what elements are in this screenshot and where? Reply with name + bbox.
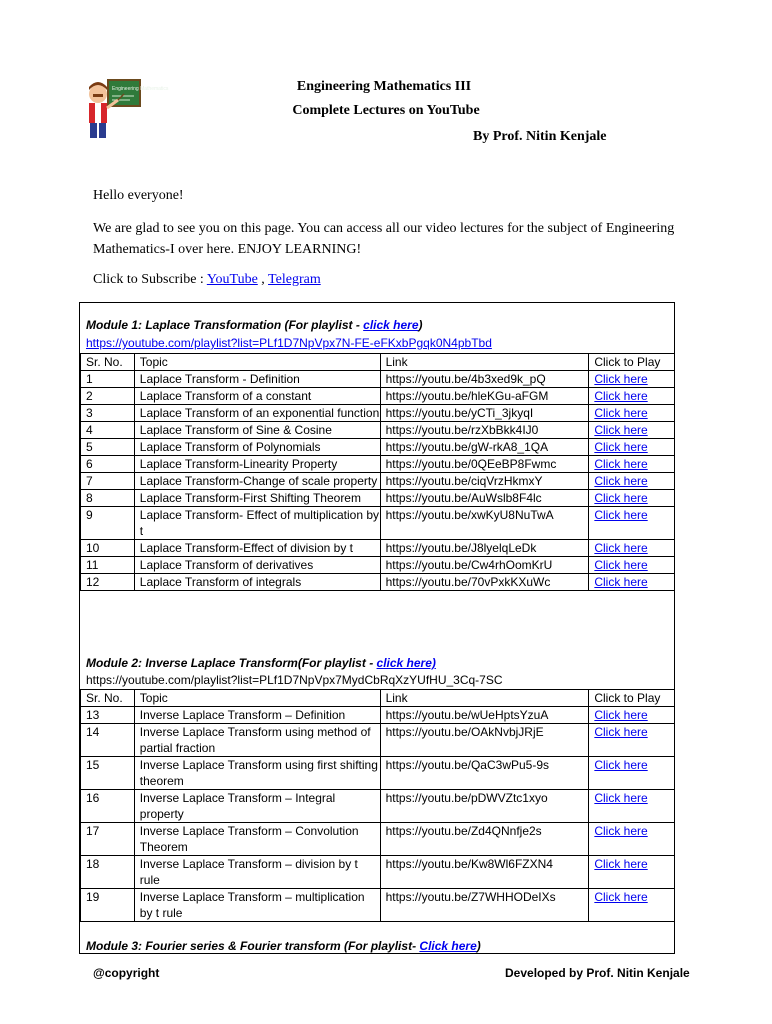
link-cell: https://youtu.be/Cw4rhOomKrU bbox=[380, 557, 589, 574]
sr-no-cell: 5 bbox=[81, 439, 135, 456]
table-row bbox=[81, 757, 675, 790]
topic-cell: Laplace Transform of an exponential function bbox=[134, 405, 380, 422]
play-link[interactable]: Click here bbox=[589, 456, 675, 473]
table-row bbox=[81, 405, 675, 422]
header-click-to-play: Click to Play bbox=[589, 354, 675, 371]
table-row bbox=[81, 856, 675, 889]
play-link[interactable]: Click here bbox=[589, 490, 675, 507]
table-row bbox=[81, 540, 675, 557]
topic-cell: Laplace Transform of a constant bbox=[134, 388, 380, 405]
link-separator: , bbox=[257, 272, 269, 287]
topic-cell: Laplace Transform-First Shifting Theorem bbox=[134, 490, 380, 507]
header-topic: Topic bbox=[134, 354, 380, 371]
module-2-title-text: Module 2: Inverse Laplace Transform(For playlist - bbox=[86, 656, 377, 670]
play-link[interactable]: Click here bbox=[589, 371, 675, 388]
module-1-table bbox=[80, 353, 675, 591]
link-cell: https://youtu.be/0QEeBP8Fwmc bbox=[380, 456, 589, 473]
link-cell: https://youtu.be/rzXbBkk4IJ0 bbox=[380, 422, 589, 439]
link-cell: https://youtu.be/Z7WHHODeIXs bbox=[380, 889, 589, 922]
link-cell: https://youtu.be/ciqVrzHkmxY bbox=[380, 473, 589, 490]
topic-cell: Inverse Laplace Transform – Definition bbox=[134, 707, 380, 724]
table-header-row bbox=[81, 354, 675, 371]
link-cell: https://youtu.be/J8lyelqLeDk bbox=[380, 540, 589, 557]
topic-cell: Laplace Transform-Effect of division by t bbox=[134, 540, 380, 557]
topic-cell: Laplace Transform of integrals bbox=[134, 574, 380, 591]
topic-cell: Laplace Transform of derivatives bbox=[134, 557, 380, 574]
sr-no-cell: 8 bbox=[81, 490, 135, 507]
play-link[interactable]: Click here bbox=[589, 724, 675, 757]
topic-cell: Laplace Transform of Sine & Cosine bbox=[134, 422, 380, 439]
play-link[interactable]: Click here bbox=[589, 540, 675, 557]
table-row bbox=[81, 790, 675, 823]
link-cell: https://youtu.be/xwKyU8NuTwA bbox=[380, 507, 589, 540]
sr-no-cell: 16 bbox=[81, 790, 135, 823]
topic-cell: Laplace Transform- Effect of multiplication by t bbox=[134, 507, 380, 540]
sr-no-cell: 10 bbox=[81, 540, 135, 557]
sr-no-cell: 6 bbox=[81, 456, 135, 473]
header-link: Link bbox=[380, 690, 589, 707]
play-link[interactable]: Click here bbox=[589, 757, 675, 790]
module-1-title bbox=[86, 318, 423, 332]
topic-cell: Laplace Transform-Linearity Property bbox=[134, 456, 380, 473]
module-3-playlist-link[interactable]: Click here bbox=[419, 939, 477, 953]
play-link[interactable]: Click here bbox=[589, 823, 675, 856]
document-author: By Prof. Nitin Kenjale bbox=[473, 129, 607, 144]
play-link[interactable]: Click here bbox=[589, 439, 675, 456]
topic-cell: Inverse Laplace Transform – multiplication by t rule bbox=[134, 889, 380, 922]
greeting-text: Hello everyone! bbox=[93, 188, 184, 203]
header-link: Link bbox=[380, 354, 589, 371]
module-2-playlist-link[interactable]: click here) bbox=[376, 656, 436, 670]
link-cell: https://youtu.be/AuWslb8F4lc bbox=[380, 490, 589, 507]
sr-no-cell: 12 bbox=[81, 574, 135, 591]
topic-cell: Inverse Laplace Transform – Convolution Theorem bbox=[134, 823, 380, 856]
subscribe-line bbox=[93, 269, 321, 290]
module-2-table bbox=[80, 689, 675, 922]
table-header-row bbox=[81, 690, 675, 707]
table-row bbox=[81, 557, 675, 574]
header-sr-no: Sr. No. bbox=[81, 354, 135, 371]
topic-cell: Laplace Transform-Change of scale property bbox=[134, 473, 380, 490]
table-row bbox=[81, 707, 675, 724]
document-title: Engineering Mathematics III bbox=[296, 79, 472, 94]
sr-no-cell: 11 bbox=[81, 557, 135, 574]
table-row bbox=[81, 574, 675, 591]
link-cell: https://youtu.be/4b3xed9k_pQ bbox=[380, 371, 589, 388]
play-link[interactable]: Click here bbox=[589, 574, 675, 591]
sr-no-cell: 15 bbox=[81, 757, 135, 790]
footer-copyright: @copyright bbox=[93, 966, 160, 980]
module-3-title bbox=[86, 939, 481, 953]
logo-board-text: Engineering Mathematics bbox=[112, 86, 169, 92]
table-row bbox=[81, 371, 675, 388]
header-sr-no: Sr. No. bbox=[81, 690, 135, 707]
table-row bbox=[81, 439, 675, 456]
telegram-link[interactable]: Telegram bbox=[268, 272, 321, 287]
link-cell: https://youtu.be/OAkNvbjJRjE bbox=[380, 724, 589, 757]
link-cell: https://youtu.be/hleKGu-aFGM bbox=[380, 388, 589, 405]
module-1-playlist-url[interactable]: https://youtube.com/playlist?list=PLf1D7NpVpx7N-FE-eFKxbPgqk0N4pbTbd bbox=[86, 336, 492, 350]
topic-cell: Laplace Transform of Polynomials bbox=[134, 439, 380, 456]
play-link[interactable]: Click here bbox=[589, 856, 675, 889]
link-cell: https://youtu.be/pDWVZtc1xyo bbox=[380, 790, 589, 823]
play-link[interactable]: Click here bbox=[589, 473, 675, 490]
table-row bbox=[81, 456, 675, 473]
play-link[interactable]: Click here bbox=[589, 707, 675, 724]
topic-cell: Inverse Laplace Transform – division by t rule bbox=[134, 856, 380, 889]
link-cell: https://youtu.be/QaC3wPu5-9s bbox=[380, 757, 589, 790]
play-link[interactable]: Click here bbox=[589, 388, 675, 405]
sr-no-cell: 3 bbox=[81, 405, 135, 422]
sr-no-cell: 17 bbox=[81, 823, 135, 856]
link-cell: https://youtu.be/yCTi_3jkyqI bbox=[380, 405, 589, 422]
module-3-title-end: ) bbox=[476, 939, 481, 953]
document-subtitle: Complete Lectures on YouTube bbox=[292, 103, 480, 118]
intro-paragraph: We are glad to see you on this page. You can access all our video lectures for the subject of Engineering Mathematics-I over here. ENJOY LEARNING! bbox=[93, 221, 675, 257]
table-row bbox=[81, 507, 675, 540]
link-cell: https://youtu.be/Kw8Wl6FZXN4 bbox=[380, 856, 589, 889]
sr-no-cell: 13 bbox=[81, 707, 135, 724]
table-row bbox=[81, 490, 675, 507]
lecture-table-container bbox=[79, 302, 675, 954]
topic-cell: Inverse Laplace Transform – Integral property bbox=[134, 790, 380, 823]
play-link[interactable]: Click here bbox=[589, 790, 675, 823]
link-cell: https://youtu.be/wUeHptsYzuA bbox=[380, 707, 589, 724]
sr-no-cell: 1 bbox=[81, 371, 135, 388]
table-row bbox=[81, 388, 675, 405]
sr-no-cell: 18 bbox=[81, 856, 135, 889]
youtube-link[interactable]: YouTube bbox=[206, 272, 258, 287]
play-link[interactable]: Click here bbox=[589, 405, 675, 422]
sr-no-cell: 4 bbox=[81, 422, 135, 439]
module-2-title bbox=[86, 656, 436, 670]
link-cell: https://youtu.be/gW-rkA8_1QA bbox=[380, 439, 589, 456]
play-link[interactable]: Click here bbox=[589, 422, 675, 439]
subscribe-label: Click to Subscribe : bbox=[93, 272, 207, 287]
table-row bbox=[81, 473, 675, 490]
module-1-playlist-link[interactable]: click here bbox=[363, 318, 419, 332]
module-1-title-text: Module 1: Laplace Transformation (For playlist - bbox=[86, 318, 364, 332]
play-link[interactable]: Click here bbox=[589, 889, 675, 922]
topic-cell: Inverse Laplace Transform using method of partial fraction bbox=[134, 724, 380, 757]
sr-no-cell: 2 bbox=[81, 388, 135, 405]
module-1-title-end: ) bbox=[418, 318, 423, 332]
topic-cell: Laplace Transform - Definition bbox=[134, 371, 380, 388]
sr-no-cell: 7 bbox=[81, 473, 135, 490]
play-link[interactable]: Click here bbox=[589, 507, 675, 540]
play-link[interactable]: Click here bbox=[589, 557, 675, 574]
table-row bbox=[81, 823, 675, 856]
footer-developer: Developed by Prof. Nitin Kenjale bbox=[505, 966, 690, 980]
sr-no-cell: 14 bbox=[81, 724, 135, 757]
sr-no-cell: 19 bbox=[81, 889, 135, 922]
link-cell: https://youtu.be/70vPxkKXuWc bbox=[380, 574, 589, 591]
topic-cell: Inverse Laplace Transform using first shifting theorem bbox=[134, 757, 380, 790]
table-row bbox=[81, 422, 675, 439]
table-row bbox=[81, 889, 675, 922]
link-cell: https://youtu.be/Zd4QNnfje2s bbox=[380, 823, 589, 856]
header-topic: Topic bbox=[134, 690, 380, 707]
module-2-playlist-url[interactable]: https://youtube.com/playlist?list=PLf1D7NpVpx7MydCbRqXzYUfHU_3Cq-7SC bbox=[86, 673, 503, 687]
table-row bbox=[81, 724, 675, 757]
module-3-title-text: Module 3: Fourier series & Fourier transform (For playlist- bbox=[86, 939, 420, 953]
sr-no-cell: 9 bbox=[81, 507, 135, 540]
header-click-to-play: Click to Play bbox=[589, 690, 675, 707]
